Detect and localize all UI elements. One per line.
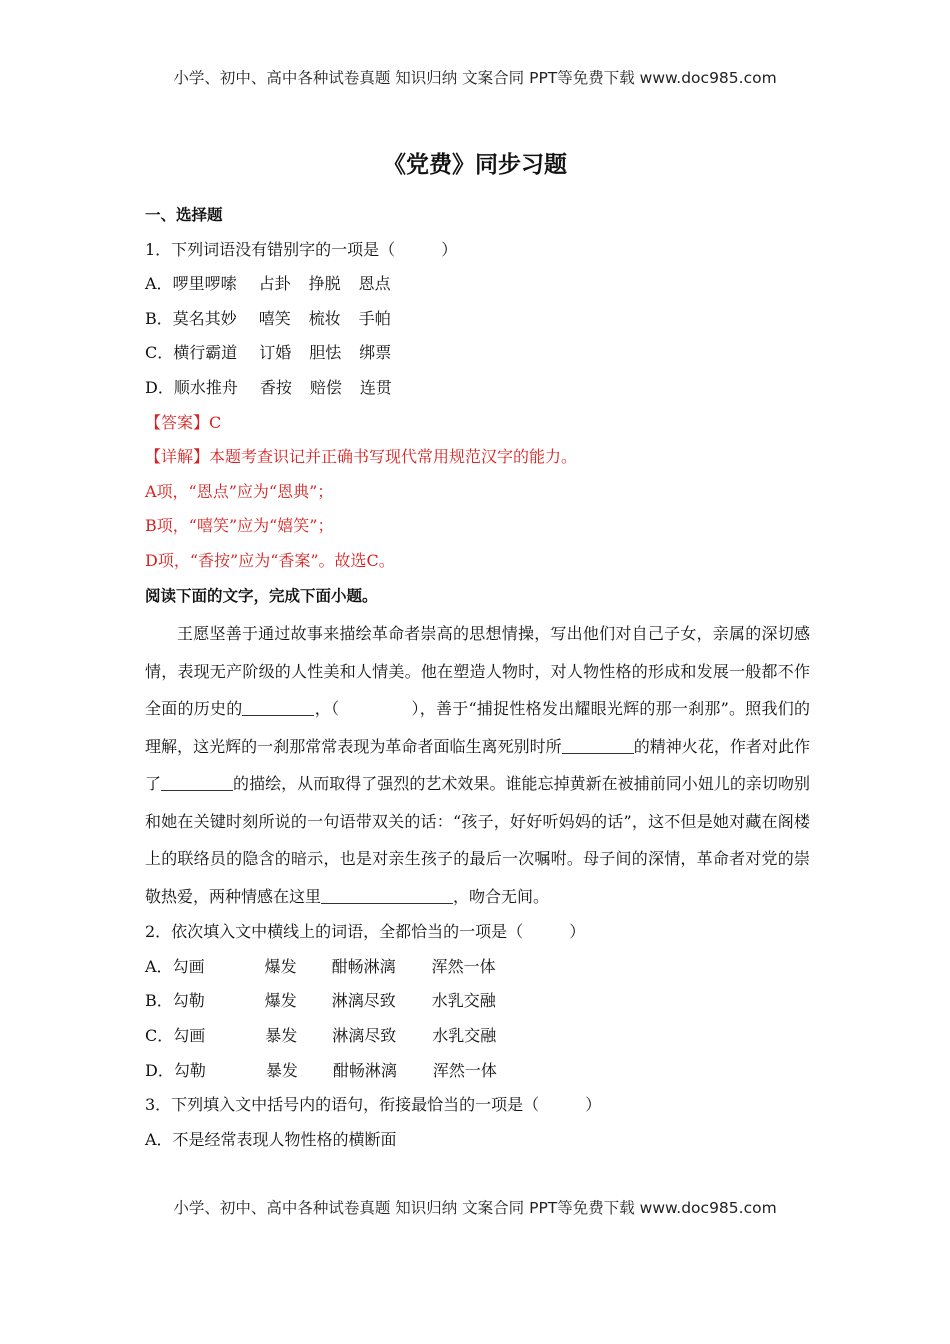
document-body bbox=[145, 198, 810, 1157]
fill-blank bbox=[161, 770, 233, 791]
q1-detail: 【详解】本题考查识记并正确书写现代常用规范汉字的能力。 bbox=[145, 447, 578, 467]
q1-option-c: C．横行霸道 订婚 胆怯 绑票 bbox=[145, 343, 392, 363]
section-heading: 一、选择题 bbox=[145, 206, 223, 224]
q1-answer: 【答案】C bbox=[145, 412, 222, 432]
reading-instruction: 阅读下面的文字，完成下面小题。 bbox=[145, 586, 378, 605]
question-1-stem: 1．下列词语没有错别字的一项是（ ） bbox=[145, 239, 458, 259]
reading-passage: 王愿坚善于通过故事来描绘革命者崇高的思想情操，写出他们对自己子女，亲属的深切感情，表现无产阶级的人性美和人情美。他在塑造人物时，对人物性格的形成和发展一般都不作全面的历史的 ，（ ），善于“捕捉性格发出耀眼光辉的那一刹那”。照我们的理解，这光辉的一刹那常常表现为革命者面临生离死别时所 的精神火花，作者对此作了 的描绘，从而取得了强烈的艺术效果。谁能忘掉黄新在被捕前同小妞儿的亲切吻别和她在关键时刻所说的一句语带双关的话：“孩子，好好听妈妈的话”，这不但是她对藏在阁楼上的联络员的隐含的暗示，也是对亲生孩子的最后一次嘱咐。母子间的深情，革命者对党的崇敬热爱，两种情感在这里 ，吻合无间。 bbox=[145, 624, 810, 906]
q1-option-a: A．啰里啰嗦 占卦 挣脱 恩点 bbox=[145, 274, 391, 294]
fill-blank bbox=[321, 883, 453, 904]
q2-option-b: B．勾勒 爆发 淋漓尽致 水乳交融 bbox=[145, 991, 496, 1011]
question-3-stem: 3．下列填入文中括号内的语句，衔接最恰当的一项是（ ） bbox=[145, 1095, 602, 1115]
page-title: 《党费》同步习题 bbox=[383, 152, 567, 178]
q2-option-d: D．勾勒 暴发 酣畅淋漓 浑然一体 bbox=[145, 1060, 497, 1080]
q1-detail-line: B项，“嘻笑”应为“嬉笑”； bbox=[145, 516, 334, 536]
footer-banner: 小学、初中、高中各种试卷真题 知识归纳 文案合同 PPT等免费下载 www.doc985.com bbox=[173, 1199, 777, 1217]
question-2-stem: 2．依次填入文中横线上的词语，全都恰当的一项是（ ） bbox=[145, 922, 586, 942]
q1-option-d: D．顺水推舟 香按 赔偿 连贯 bbox=[145, 377, 392, 397]
fill-blank bbox=[242, 695, 314, 716]
q2-option-a: A．勾画 爆发 酣畅淋漓 浑然一体 bbox=[145, 956, 496, 976]
q1-detail-line: A项，“恩点”应为“恩典”； bbox=[145, 481, 334, 501]
header-banner: 小学、初中、高中各种试卷真题 知识归纳 文案合同 PPT等免费下载 www.doc985.com bbox=[173, 69, 777, 87]
q3-option-a: A．不是经常表现人物性格的横断面 bbox=[145, 1129, 397, 1149]
q2-option-c: C．勾画 暴发 淋漓尽致 水乳交融 bbox=[145, 1025, 497, 1045]
q1-option-b: B．莫名其妙 嘻笑 梳妆 手帕 bbox=[145, 308, 391, 328]
q1-detail-line: D项，“香按”应为“香案”。故选C。 bbox=[145, 550, 395, 570]
fill-blank bbox=[562, 733, 634, 754]
